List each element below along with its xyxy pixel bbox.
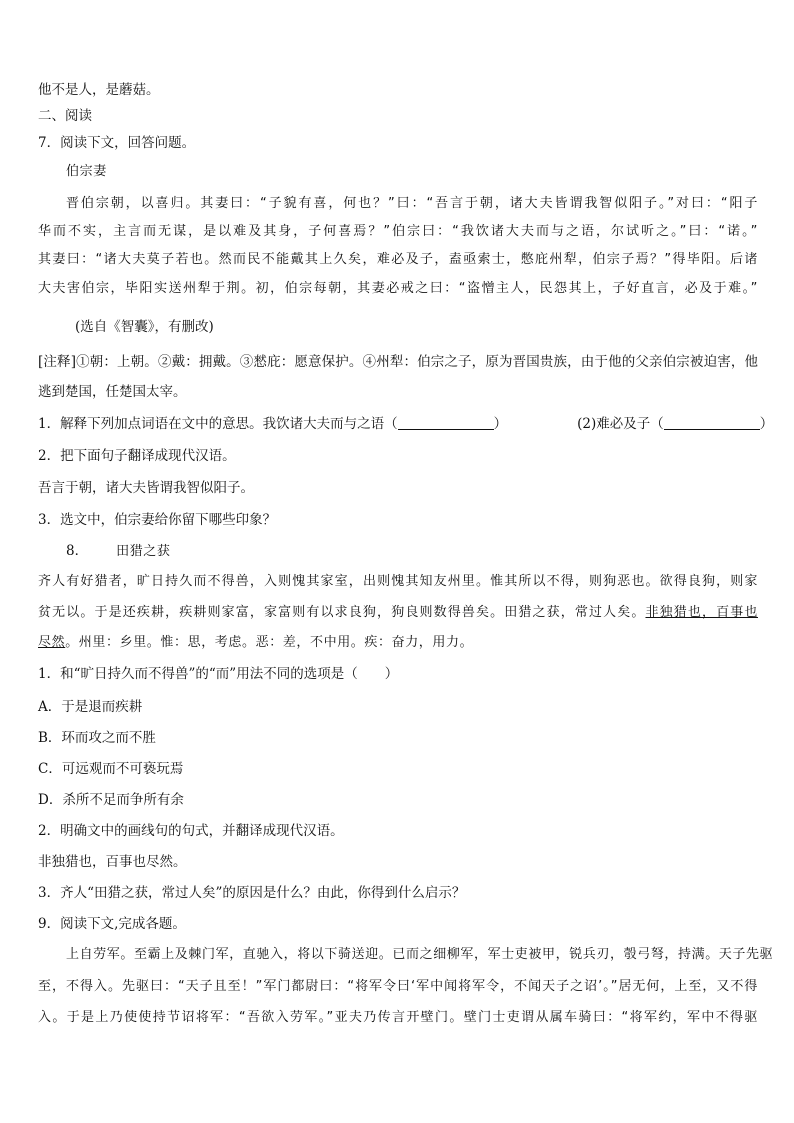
answer-blank[interactable]: [398, 417, 494, 430]
passage-line: 上自劳军。至霸上及棘门军，直驰入，将以下骑送迎。已而之细柳军，军士吏被甲，锐兵刃，彀弓弩，持满。天子先驱: [66, 947, 774, 962]
option-d: D．杀所不足而争所有余: [38, 792, 184, 808]
option-b: B．环而攻之而不胜: [38, 730, 156, 746]
passage-title: 田猎之获: [116, 544, 171, 559]
question-line: 1．和“旷日持久而不得兽”的“而”用法不同的选项是（ ）: [38, 666, 399, 682]
question-number: 8．: [66, 543, 89, 559]
question-text: 1．解释下列加点词语在文中的意思。我饮诸大夫而与之语（: [38, 416, 398, 432]
passage-line: [38, 603, 758, 623]
passage-text: 贫无以。于是还疾耕，疾耕则家富，家富则有以求良狗，狗良则数得兽矣。田猎之获，常过人矣。: [38, 605, 646, 620]
option-c: C．可远观而不可亵玩焉: [38, 761, 184, 777]
question-8-heading: [66, 541, 758, 562]
passage-line: 大夫害伯宗，毕阳实送州犁于荆。初，伯宗每朝，其妻必戒之曰：“盗憎主人，民怨其上，子好直言，必及于难。”: [38, 281, 758, 296]
question-line: 3．齐人“田猎之获，常过人矣”的原因是什么？由此，你得到什么启示？: [38, 885, 466, 901]
passage-line: 晋伯宗朝，以喜归。其妻曰：“子貌有喜，何也？”曰：“吾言于朝，诸大夫皆谓我智似阳子。”对曰：“阳子: [66, 196, 758, 211]
underlined-sentence: 非独猎也，百事也: [645, 605, 758, 620]
sentence-line: 非独猎也，百事也尽然。: [38, 854, 187, 870]
paren-close: ）: [759, 416, 774, 432]
question-text: (2)难必及子（: [577, 416, 664, 432]
question-line: 2．明确文中的画线句的句式，并翻译成现代汉语。: [38, 823, 344, 839]
question-line: 3．选文中，伯宗妻给你留下哪些印象？: [38, 512, 277, 528]
annotation-line: 逃到楚国，任楚国太宰。: [38, 384, 187, 400]
question-line: 2．把下面句子翻译成现代汉语。: [38, 448, 236, 464]
passage-line: 至，不得入。先驱曰：“天子且至！”军门都尉曰：“将军令曰‘军中闻将军令，不闻天子之诏’。”居无何，上至，又不得: [38, 979, 758, 994]
passage-text: 。州里：乡里。惟：思，考虑。恶：差，不中用。疾：奋力，用力。: [65, 635, 474, 650]
question-7-heading: 7．阅读下文，回答问题。: [38, 135, 196, 151]
source-note: (选自《智囊》，有删改): [75, 319, 214, 335]
passage-line: 华而不实，主言而无谋，是以难及其身，子何喜焉？”伯宗曰：“我饮诸大夫而与之语，尔试听之。”曰：“诺。”: [38, 224, 758, 239]
question-line: [38, 414, 774, 434]
answer-blank[interactable]: [664, 417, 760, 430]
option-a: A．于是退而疾耕: [38, 699, 143, 715]
passage-line: 其妻曰：“诸大夫莫子若也。然而民不能戴其上久矣，难必及子，盍亟索士，憋庇州犁，伯宗子焉？”得毕阳。后诸: [38, 252, 758, 267]
text-line: 他不是人，是蘑菇。: [38, 82, 160, 98]
paren-close: ）: [493, 416, 508, 432]
question-9-heading: 9．阅读下文,完成各题。: [38, 916, 186, 932]
annotation-line: [注释]①朝：上朝。②戴：拥戴。③憖庇：愿意保护。④州犁：伯宗之子，原为晋国贵族，由于他的父亲伯宗被迫害，他: [38, 354, 758, 370]
passage-line: 入。于是上乃使使持节诏将军：“吾欲入劳军。”亚夫乃传言开壁门。壁门士吏谓从属车骑曰：“将军约，军中不得驱: [38, 1010, 758, 1025]
passage-line: [38, 633, 758, 653]
section-heading: 二、阅读: [38, 108, 92, 124]
sentence-line: 吾言于朝，诸大夫皆谓我智似阳子。: [38, 480, 254, 496]
underlined-sentence: 尽然: [38, 635, 66, 650]
passage-line: 齐人有好猎者，旷日持久而不得兽，入则愧其家室，出则愧其知友州里。惟其所以不得，则狗恶也。欲得良狗，则家: [38, 574, 758, 589]
passage-title: 伯宗妻: [66, 164, 107, 179]
